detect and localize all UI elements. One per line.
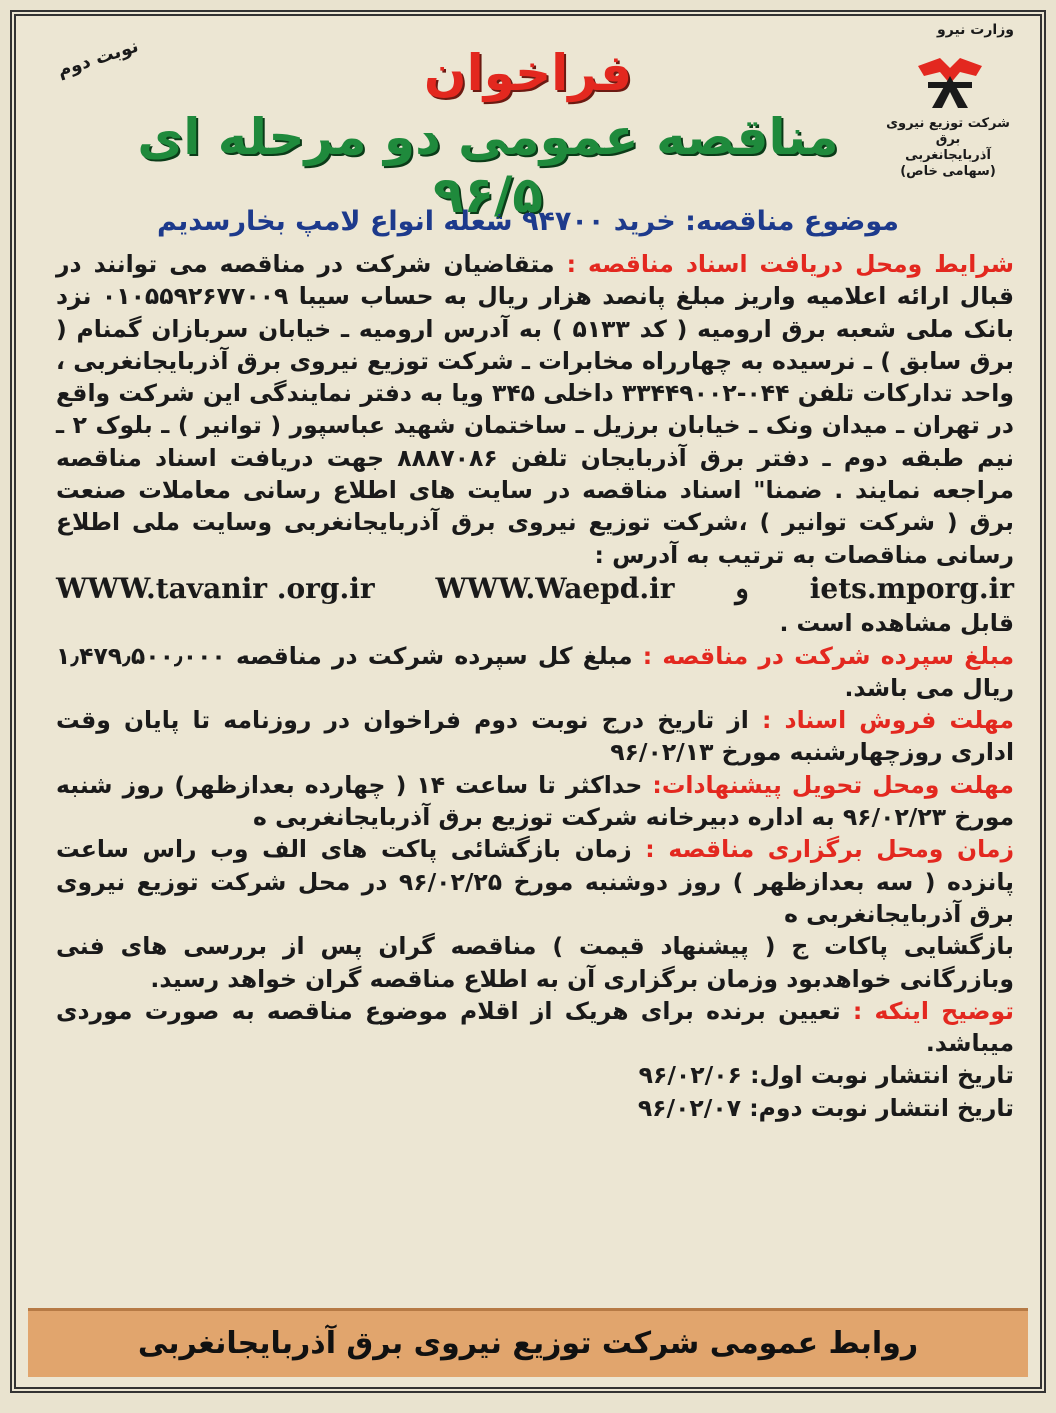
sale-heading: مهلت فروش اسناد : — [761, 706, 1014, 735]
note-paragraph — [56, 995, 1014, 1060]
note-heading: توضیح اینکه : — [852, 996, 1014, 1025]
round-badge: نوبت دوم — [54, 35, 141, 82]
delivery-heading: مهلت ومحل تحویل پیشنهادات: — [652, 770, 1014, 799]
site-iets-link[interactable]: iets.mporg.ir — [809, 571, 1014, 605]
notice-subtitle: مناقصه عمومی دو مرحله ای ۹۶/۵ — [137, 108, 839, 224]
sites-tail: قابل مشاهده است . — [779, 609, 1014, 638]
sale-paragraph — [56, 704, 1014, 769]
tender-notice — [10, 10, 1046, 1393]
note-text: تعیین برنده برای هریک از اقلام موضوع مناقصه به صورت موردی میباشد. — [56, 996, 1014, 1058]
site-waepd-link[interactable]: WWW.Waepd.ir — [435, 571, 675, 605]
notice-title: فراخوان — [423, 44, 633, 102]
docs-paragraph — [56, 248, 1014, 571]
docs-heading: شرایط ومحل دریافت اسناد مناقصه : — [566, 250, 1014, 278]
company-name-line2: آذربایجانغربی — [905, 148, 991, 163]
deposit-text: مبلغ کل سپرده شرکت در مناقصه ۱٫۴۷۹٫۵۰۰٫۰۰۰ ریال می باشد. — [56, 641, 1014, 702]
envelope-c-paragraph: بازگشایی پاکات ج ( پیشنهاد قیمت ) مناقصه گران پس از بررسی های فنی وبازرگانی خواهدبود وزمان برگزاری آن به اطلاع مناقصه گران خواهد رسید. — [56, 932, 1014, 993]
company-name-line1: شرکت توزیع نیروی برق — [886, 116, 1010, 147]
opening-heading: زمان ومحل برگزاری مناقصه : — [645, 835, 1015, 864]
docs-text: متقاضیان شرکت در مناقصه می توانند در قبال ارائه اعلامیه واریز مبلغ پانصد هزار ریال به حساب سیبا ۰۱۰۵۵۹۲۶۷۷۰۰۹ نزد بانک ملی شعبه برق ارومیه ( کد ۵۱۳۳ ) به آدرس ارومیه ـ خیابان سربازان گمنام ( برق سابق ) ـ نرسیده به چهارراه مخابرات ـ شرکت توزیع نیروی برق آذربایجانغربی ، واحد تدارکات تلفن ۰۴۴-۳۳۴۴۹۰۰۲ داخلی ۳۴۵ ویا به دفتر نمایندگی این شرکت واقع در تهران ـ میدان ونک ـ خیابان برزیل ـ ساختمان شهید عباسپور ( توانیر ) ـ بلوک ۲ ـ نیم طبقه دوم ـ دفتر برق آذربایجان تلفن ۸۸۸۷۰۸۶ جهت دریافت اسناد مناقصه مراجعه نمایند . ضمنا" اسناد مناقصه در سایت های اطلاع رسانی معاملات صنعت برق ( شرکت توانیر ) ،شرکت توزیع نیروی برق آذربایجانغربی وسایت ملی اطلاع رسانی مناقصات به ترتیب به آدرس : — [56, 250, 1014, 569]
deposit-paragraph — [56, 640, 1014, 705]
footer-banner: روابط عمومی شرکت توزیع نیروی برق آذربایجانغربی — [28, 1308, 1028, 1377]
delivery-text: حداکثر تا ساعت ۱۴ ( چهارده بعدازظهر) روز شنبه مورخ ۹۶/۰۲/۲۳ به اداره دبیرخانه شرکت توزیع برق آذربایجانغربی ه — [56, 770, 1014, 832]
site-and-label: و — [735, 571, 749, 605]
publication-date-2: تاریخ انتشار نوبت دوم: ۹۶/۰۲/۰۷ — [637, 1093, 1014, 1122]
tender-subject: موضوع مناقصه: خرید ۹۴۷۰۰ شعله انواع لامپ بخارسدیم — [157, 206, 899, 237]
opening-text: زمان بازگشائی پاکت های الف وب راس ساعت پانزده ( سه بعدازظهر ) روز دوشنبه مورخ ۹۶/۰۲/۲۵ در محل شرکت توزیع نیروی برق آذربایجانغربی ه — [56, 835, 1014, 928]
opening-paragraph — [56, 833, 1014, 930]
company-block — [878, 116, 1018, 180]
sites-row — [56, 573, 1014, 605]
company-name-line3: (سهامی خاص) — [900, 164, 996, 179]
ministry-label: وزارت نیرو — [937, 22, 1014, 38]
site-tavanir-link[interactable]: WWW.tavanir .org.ir — [56, 571, 375, 605]
sale-text: از تاریخ درج نوبت دوم فراخوان در روزنامه تا پایان وقت اداری روزچهارشنبه مورخ ۹۶/۰۲/۱۳ — [56, 706, 1014, 767]
publication-date-1: تاریخ انتشار نوبت اول: ۹۶/۰۲/۰۶ — [638, 1061, 1014, 1090]
deposit-heading: مبلغ سپرده شرکت در مناقصه : — [642, 641, 1015, 670]
delivery-paragraph — [56, 769, 1014, 834]
notice-body — [56, 248, 1014, 1124]
